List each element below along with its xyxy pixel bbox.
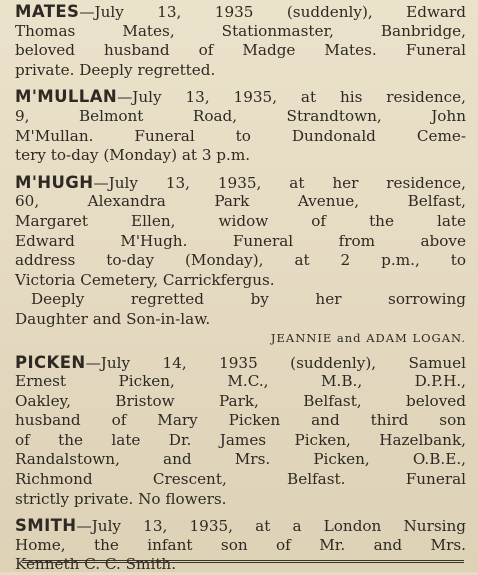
deceased-surname: SMITH (15, 516, 77, 536)
notice-text-line: Ernest Picken, M.C., M.B., D.P.H., (15, 372, 466, 391)
notice-text-line: strictly private. No flowers. (15, 489, 227, 508)
column-end-rule (22, 560, 464, 563)
notice-text-line: 9, Belmont Road, Strandtown, John (15, 106, 466, 125)
notice-text-line: Thomas Mates, Stationmaster, Banbridge, (15, 21, 466, 40)
notice-text-line: —July 13, 1935, at a London Nursing (76, 517, 466, 536)
notice-text-line: —July 13, 1935, at his residence, (117, 88, 466, 107)
notice-text-line: address to-day (Monday), at 2 p.m., to (15, 251, 466, 270)
notice-text-line: Edward M'Hugh. Funeral from above (15, 231, 466, 250)
notice-text-line: private. Deeply regretted. (15, 60, 216, 79)
deceased-surname: MATES (15, 2, 80, 21)
notice-text-line: tery to-day (Monday) at 3 p.m. (15, 146, 251, 165)
notice-text-line: Kenneth C. C. Smith. (15, 555, 177, 574)
death-notice-mates (15, 2, 466, 80)
notice-text-line: Deeply regretted by her sorrowing (31, 290, 466, 309)
notice-text-line: beloved husband of Madge Mates. Funeral (15, 41, 466, 60)
notice-text-line: Randalstown, and Mrs. Picken, O.B.E., (15, 450, 466, 469)
deceased-surname: M'HUGH (15, 172, 94, 192)
notice-text-line: —July 13, 1935, at her residence, (93, 173, 466, 192)
notice-signature: JEANNIE and ADAM LOGAN. (270, 330, 466, 345)
notice-text-line: Richmond Crescent, Belfast. Funeral (15, 470, 466, 489)
deceased-surname: PICKEN (15, 352, 86, 372)
notice-text-line: Margaret Ellen, widow of the late (15, 211, 466, 230)
death-notice-picken (15, 353, 466, 510)
notice-text-line: Oakley, Bristow Park, Belfast, beloved (15, 391, 466, 410)
notice-text-line: M'Mullan. Funeral to Dundonald Ceme- (15, 126, 466, 145)
death-notice-smith (15, 516, 466, 575)
notice-text-line: Home, the infant son of Mr. and Mrs. (15, 535, 466, 554)
notice-text-line: of the late Dr. James Picken, Hazelbank, (15, 430, 466, 449)
notice-text-line: Daughter and Son-in-law. (15, 309, 211, 328)
notice-text-line: husband of Mary Picken and third son (15, 411, 466, 430)
notice-text-line: —July 13, 1935 (suddenly), Edward (79, 3, 466, 21)
death-notice-mmullan (15, 87, 466, 165)
deceased-surname: M'MULLAN (15, 87, 118, 107)
death-notice-mhugh (15, 173, 466, 346)
notice-text-line: 60, Alexandra Park Avenue, Belfast, (15, 192, 466, 211)
notice-text-line: Victoria Cemetery, Carrickfergus. (15, 270, 275, 289)
notice-text-line: —July 14, 1935 (suddenly), Samuel (85, 353, 466, 372)
